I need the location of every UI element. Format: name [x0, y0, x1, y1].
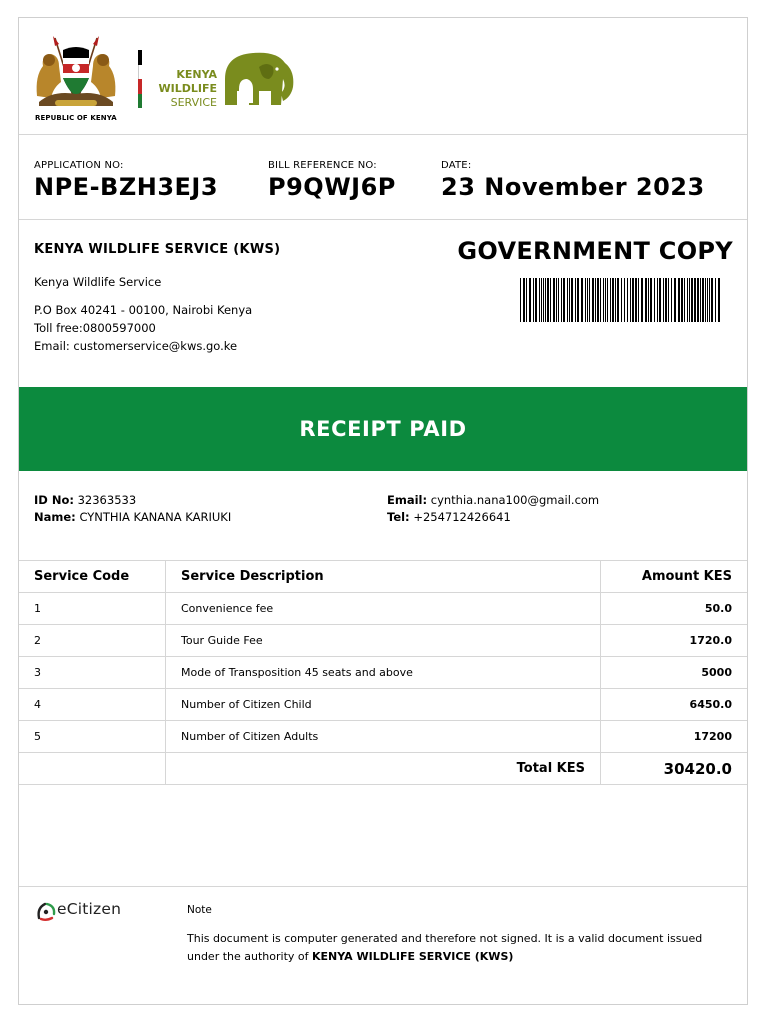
header-service-code: Service Code: [19, 561, 166, 593]
customer-id-label: ID No:: [34, 493, 74, 507]
kenya-flag-stripe: [138, 50, 142, 108]
total-empty-cell: [19, 753, 166, 785]
customer-name: [34, 510, 231, 524]
customer-name-value: CYNTHIA KANANA KARIUKI: [79, 510, 232, 524]
table-row: [19, 593, 747, 625]
organization-tollfree: Toll free:0800597000: [34, 321, 156, 335]
bill-reference-no: P9QWJ6P: [268, 173, 396, 201]
barcode-icon: [520, 278, 724, 326]
application-no-label: APPLICATION NO:: [34, 160, 124, 171]
service-description: Number of Citizen Adults: [166, 721, 601, 753]
kws-logo-line: KENYA: [176, 68, 217, 81]
date-value: 23 November 2023: [441, 173, 705, 201]
organization-name: Kenya Wildlife Service: [34, 275, 162, 289]
table-row: [19, 657, 747, 689]
date-label: DATE:: [441, 160, 472, 171]
organization-address: P.O Box 40241 - 00100, Nairobi Kenya: [34, 303, 253, 317]
application-no: NPE-BZH3EJ3: [34, 173, 219, 201]
total-amount: 30420.0: [601, 753, 748, 785]
service-amount: 17200: [601, 721, 748, 753]
note-title: Note: [187, 904, 212, 916]
service-amount: 5000: [601, 657, 748, 689]
table-row: [19, 689, 747, 721]
header-service-description: Service Description: [166, 561, 601, 593]
organization-title: KENYA WILDLIFE SERVICE (KWS): [34, 242, 281, 257]
receipt-paid-banner: RECEIPT PAID: [19, 387, 747, 471]
customer-email: [387, 493, 599, 507]
customer-tel-value: +254712426641: [413, 510, 511, 524]
note-body: [187, 930, 727, 966]
service-code: 4: [19, 689, 166, 721]
customer-name-label: Name:: [34, 510, 76, 524]
table-row: [19, 721, 747, 753]
service-code: 5: [19, 721, 166, 753]
note-text: This document is computer generated and therefore not signed. It is a valid document issued under the authority of: [187, 932, 703, 963]
service-amount: 1720.0: [601, 625, 748, 657]
customer-id: [34, 493, 136, 507]
ecitizen-brand: eCitizen: [57, 900, 122, 918]
organization-email: Email: customerservice@kws.go.ke: [34, 339, 238, 353]
customer-id-value: 32363533: [77, 493, 137, 507]
coat-of-arms-icon: [33, 36, 119, 112]
customer-email-label: Email:: [387, 493, 428, 507]
service-code: 3: [19, 657, 166, 689]
service-description: Convenience fee: [166, 593, 601, 625]
service-code: 1: [19, 593, 166, 625]
services-table: [19, 560, 747, 785]
total-label: Total KES: [166, 753, 601, 785]
table-header-row: [19, 561, 747, 593]
government-copy-label: GOVERNMENT COPY: [457, 237, 733, 265]
customer-tel: [387, 510, 511, 524]
ecitizen-logo-icon: [35, 900, 57, 926]
service-amount: 50.0: [601, 593, 748, 625]
service-amount: 6450.0: [601, 689, 748, 721]
republic-of-kenya-label: REPUBLIC OF KENYA: [35, 114, 117, 122]
customer-tel-label: Tel:: [387, 510, 410, 524]
customer-email-value: cynthia.nana100@gmail.com: [430, 493, 600, 507]
kws-logo-text: [157, 68, 217, 110]
header-amount: Amount KES: [601, 561, 748, 593]
kws-logo-line: WILDLIFE: [158, 82, 217, 95]
service-description: Mode of Transposition 45 seats and above: [166, 657, 601, 689]
service-description: Tour Guide Fee: [166, 625, 601, 657]
elephant-icon: [219, 49, 299, 113]
note-authority: KENYA WILDLIFE SERVICE (KWS): [312, 950, 514, 963]
receipt-page: [18, 17, 748, 1005]
kws-logo-line: SERVICE: [170, 96, 217, 109]
bill-reference-label: BILL REFERENCE NO:: [268, 160, 377, 171]
service-code: 2: [19, 625, 166, 657]
total-row: [19, 753, 747, 785]
table-row: [19, 625, 747, 657]
service-description: Number of Citizen Child: [166, 689, 601, 721]
